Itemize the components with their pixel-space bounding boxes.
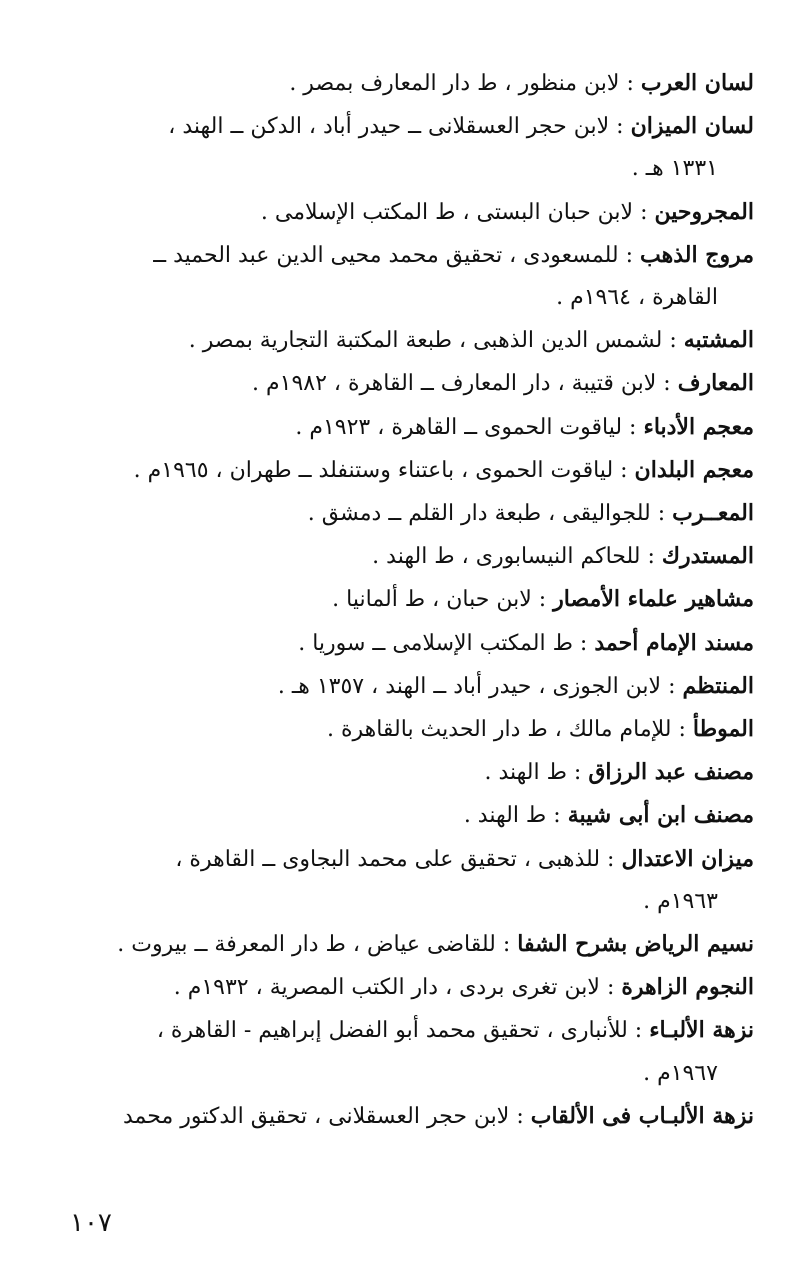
bibliography-entry xyxy=(52,406,754,449)
entry-text: : للمسعودى ، تحقيق محمد محيى الدين عبد الحميد ــ xyxy=(153,242,634,268)
bibliography-entry xyxy=(52,362,754,405)
entry-continuation: القاهرة ، ١٩٦٤م . xyxy=(556,285,718,311)
entry-text: : لابن الجوزى ، حيدر أباد ــ الهند ، ١٣٥٧ هـ . xyxy=(277,673,676,699)
entry-text: : ط الهند . xyxy=(463,803,561,829)
entry-text: : لياقوت الحموى ، باعتناء وستنفلد ــ طهران ، ١٩٦٥م . xyxy=(133,457,628,483)
entry-title: المستدرك xyxy=(661,543,754,570)
entry-title: المجروحين xyxy=(654,198,754,225)
bibliography-entry xyxy=(52,449,754,492)
bibliography-entry xyxy=(52,751,754,794)
entry-text: : للإمام مالك ، ط دار الحديث بالقاهرة . xyxy=(326,717,686,743)
entry-title: نزهة الألبـاء xyxy=(649,1017,754,1044)
entry-title: نزهة الألبـاب فى الألقاب xyxy=(530,1102,754,1129)
entry-title: الموطأ xyxy=(692,716,754,743)
bibliography-entry xyxy=(52,1095,754,1138)
entry-title: معجم البلدان xyxy=(634,456,754,483)
entry-text: : للأنبارى ، تحقيق محمد أبو الفضل إبراهيم - القاهرة ، xyxy=(156,1018,643,1044)
bibliography-entry xyxy=(52,966,754,1009)
bibliography-entry xyxy=(52,578,754,621)
entry-text: : ط الهند . xyxy=(484,760,582,786)
entry-title: لسان العرب xyxy=(640,70,754,96)
entry-title: مروج الذهب xyxy=(640,241,754,268)
entry-text: : لشمس الدين الذهبى ، طبعة المكتبة التجارية بمصر . xyxy=(188,328,677,354)
bibliography-entry xyxy=(52,708,754,751)
entry-continuation: ١٣٣١ هـ . xyxy=(631,156,718,182)
entry-text: : للذهبى ، تحقيق على محمد البجاوى ــ القاهرة ، xyxy=(175,846,615,872)
bibliography-entry xyxy=(52,665,754,708)
entry-text: : لابن منظور ، ط دار المعارف بمصر . xyxy=(289,71,634,96)
entry-title: المعــرب xyxy=(672,500,754,527)
bibliography-entry xyxy=(52,62,754,105)
entry-title: مشاهير علماء الأمصار xyxy=(553,586,754,613)
bibliography-entry xyxy=(52,319,754,362)
entry-text: : للقاضى عياض ، ط دار المعرفة ــ بيروت . xyxy=(117,932,511,958)
entry-text: : للحاكم النيسابورى ، ط الهند . xyxy=(372,544,655,570)
entry-title: المعارف xyxy=(677,370,754,397)
bibliography-entry xyxy=(52,838,754,923)
entry-title: معجم الأدباء xyxy=(643,413,754,440)
entry-title: المنتظم xyxy=(682,672,754,699)
entry-title: مصنف عبد الرزاق xyxy=(588,759,754,786)
bibliography-entry xyxy=(52,535,754,578)
entry-title: مسند الإمام أحمد xyxy=(594,629,754,656)
bibliography-entry xyxy=(52,622,754,665)
bibliography-entry xyxy=(52,105,754,190)
bibliography-entry xyxy=(52,492,754,535)
entry-text: : لابن حبان ، ط ألمانيا . xyxy=(332,587,547,613)
entry-title: لسان الميزان xyxy=(630,113,754,140)
bibliography-entry xyxy=(52,794,754,837)
entry-continuation: ١٩٦٧م . xyxy=(643,1060,718,1086)
entry-text: : للجواليقى ، طبعة دار القلم ــ دمشق . xyxy=(307,501,666,527)
bibliography-entry xyxy=(52,234,754,319)
entry-title: المشتبه xyxy=(683,327,754,354)
bibliography-list xyxy=(52,62,754,1138)
bibliography-entry xyxy=(52,191,754,234)
entry-title: نسيم الرياض بشرح الشفا xyxy=(517,931,754,958)
entry-title: النجوم الزاهرة xyxy=(621,974,754,1001)
entry-title: مصنف ابن أبى شيبة xyxy=(567,802,754,829)
entry-text: : لابن قتيبة ، دار المعارف ــ القاهرة ، ١٩٨٢م . xyxy=(252,371,671,397)
entry-text: : لابن حبان البستى ، ط المكتب الإسلامى . xyxy=(260,199,648,225)
entry-title: ميزان الاعتدال xyxy=(621,845,754,872)
entry-text: : ط المكتب الإسلامى ــ سوريا . xyxy=(298,630,588,656)
page-number: ١٠٧ xyxy=(70,1208,112,1238)
bibliography-entry xyxy=(52,923,754,966)
entry-text: : لابن حجر العسقلانى ــ حيدر أباد ، الدكن ــ الهند ، xyxy=(168,114,624,140)
bibliography-entry xyxy=(52,1009,754,1094)
entry-continuation: ١٩٦٣م . xyxy=(643,888,718,914)
entry-text: : لابن تغرى بردى ، دار الكتب المصرية ، ١٩٣٢م . xyxy=(173,975,615,1001)
entry-text: : لابن حجر العسقلانى ، تحقيق الدكتور محمد xyxy=(122,1103,524,1129)
entry-text: : لياقوت الحموى ــ القاهرة ، ١٩٢٣م . xyxy=(295,414,637,440)
